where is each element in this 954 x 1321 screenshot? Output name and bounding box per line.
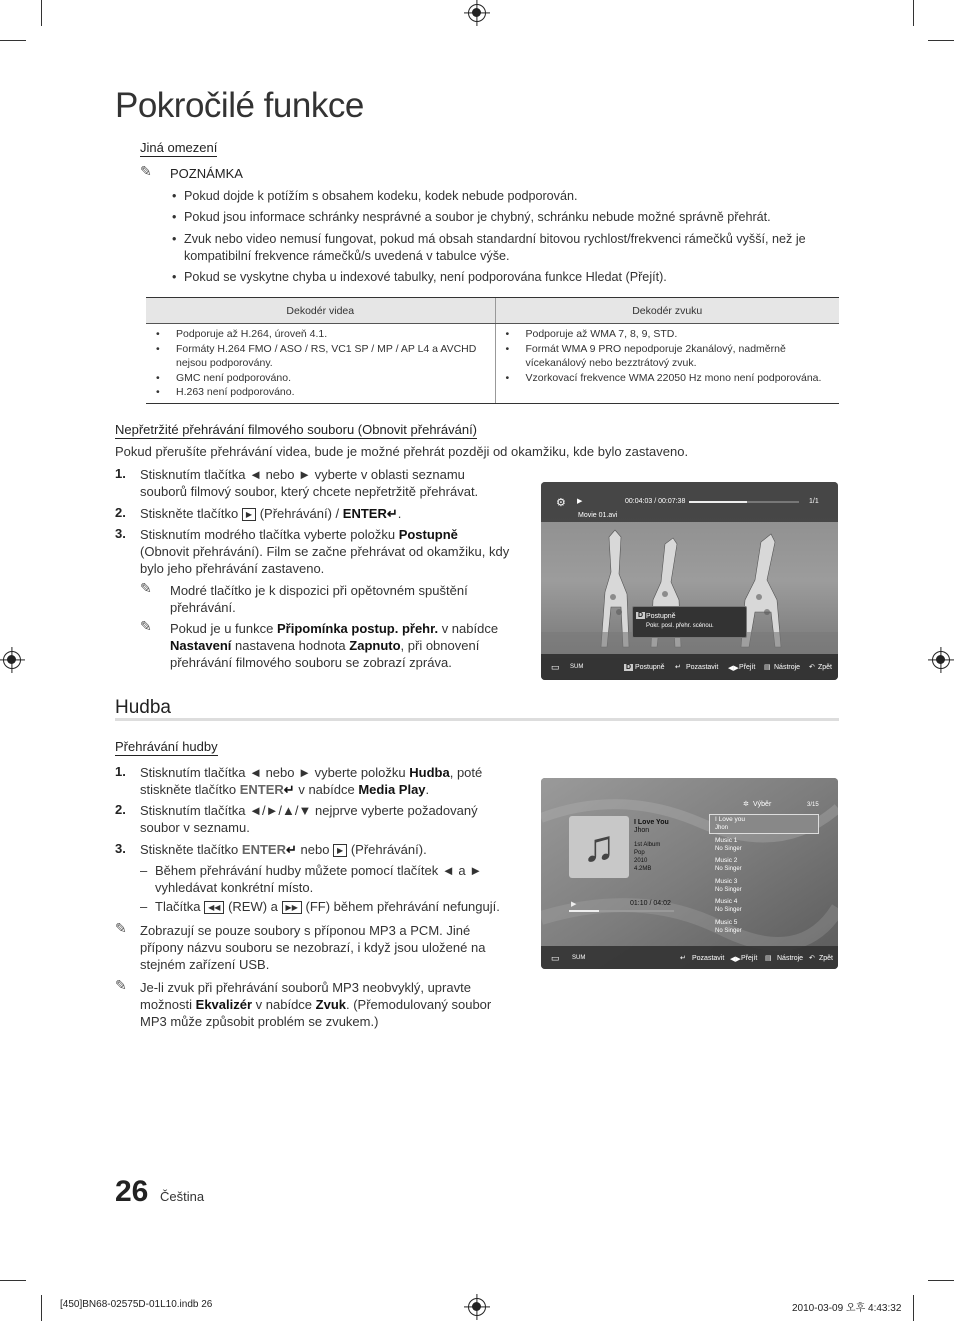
list-item: • Podporuje až H.264, úroveň 4.1.	[176, 327, 487, 342]
sum-label: SUM	[572, 955, 586, 961]
registration-mark-icon	[468, 4, 486, 22]
crop-mark	[41, 0, 42, 26]
list-item: • GMC není podporováno.	[176, 371, 487, 386]
bar-back: Zpět	[819, 955, 834, 962]
crop-mark	[0, 1280, 26, 1281]
list-item: • Podporuje až WMA 7, 8, 9, STD.	[526, 327, 832, 342]
step-number: 1.	[115, 764, 126, 779]
step-number: 3.	[115, 841, 126, 856]
step-number: 2.	[115, 802, 126, 817]
dash-marker: –	[140, 863, 148, 878]
video-counter: 1/1	[809, 498, 819, 505]
music-dash-1: Během přehrávání hudby můžete pomocí tlačítek ◄ a ► vyhledávat konkrétní místo.	[155, 863, 483, 895]
playlist-item[interactable]	[715, 898, 742, 914]
bar-pause: Pozastavit	[686, 664, 719, 671]
crop-mark	[913, 1295, 914, 1321]
limits-bullet: • Zvuk nebo video nemusí fungovat, pokud má obsah standardní bitovou rychlost/frekvenci rámečků vyšší, než je kompatibilní frekvence rámečků/s uvedená v tabulce výše.	[184, 231, 839, 265]
playlist-item[interactable]	[715, 919, 742, 935]
song-genre: Pop	[634, 850, 645, 856]
video-filename: Movie 01.avi	[578, 512, 618, 519]
remote-icon: ▭	[551, 953, 560, 963]
playlist-item-artist: No Singer	[715, 866, 742, 872]
page-title: Pokročilé funkce	[115, 86, 364, 125]
playlist-item[interactable]	[715, 878, 742, 894]
song-year: 2010	[634, 858, 648, 864]
resume-step-3: Stisknutím modrého tlačítka vyberte položku Postupně (Obnovit přehrávání). Film se začne přehrávat od okamžiku, kdy bylo jeho přehrávání zastaveno.	[140, 527, 510, 576]
note-pencil-icon: ✎	[115, 977, 127, 993]
registration-mark-icon	[468, 1298, 486, 1316]
select-label: Výběr	[753, 801, 772, 808]
crop-mark	[0, 40, 26, 41]
bar-d-key: D	[626, 664, 632, 671]
playlist-item-title: I Love you	[715, 816, 745, 823]
bar-back: Zpět	[818, 664, 833, 671]
resume-popup	[632, 606, 747, 638]
resume-heading: Nepřetržité přehrávání filmového souboru (Obnovit přehrávání)	[115, 422, 478, 437]
tools-icon: ▤	[765, 955, 772, 962]
enter-key-icon: ↵	[283, 782, 295, 797]
arrows-icon: ◀▶	[728, 665, 739, 672]
bar-tools: Nástroje	[777, 955, 804, 962]
song-title: I Love You	[634, 819, 669, 826]
music-section-heading: Hudba	[115, 697, 171, 718]
song-size: 4.2MB	[634, 866, 652, 872]
resume-step-2: Stiskněte tlačítko ▶ (Přehrávání) / ENTER↵.	[140, 506, 402, 521]
footer-file: [450]BN68-02575D-01L10.indb 26	[60, 1299, 213, 1310]
popup-text: Pokr. posl. přehr. scénou.	[646, 623, 714, 629]
select-icon: ✲	[743, 801, 749, 808]
playlist-item-title: Music 3	[715, 877, 738, 885]
playlist-item[interactable]	[715, 837, 742, 853]
crop-mark	[928, 40, 954, 41]
video-progress-fill	[689, 501, 747, 503]
note-pencil-icon: ✎	[140, 580, 152, 596]
video-player-screenshot	[541, 482, 838, 680]
arrows-icon: ◀▶	[730, 956, 741, 963]
playlist-item-title: Music 1	[715, 836, 738, 844]
playlist-item-artist: No Singer	[715, 845, 742, 852]
album-art-music-note-icon: ♫	[569, 816, 629, 878]
video-time: 00:04:03 / 00:07:38	[625, 498, 686, 505]
step-number: 1.	[115, 466, 126, 481]
music-progress-track	[569, 910, 674, 912]
note-pencil-icon: ✎	[115, 920, 127, 936]
video-decoder-header: Dekodér videa	[146, 298, 495, 324]
crop-mark	[928, 1280, 954, 1281]
resume-step-1: Stisknutím tlačítka ◄ nebo ► vyberte v oblasti seznamu souborů filmový soubor, který chcete nepřetržitě přehrávat.	[140, 467, 479, 499]
language-label: Čeština	[160, 1189, 205, 1204]
enter-key-icon: ↵	[386, 506, 398, 521]
audio-decoder-header: Dekodér zvuku	[495, 298, 839, 324]
note-pencil-icon: ✎	[140, 163, 152, 179]
music-step-2: Stisknutím tlačítka ◄/►/▲/▼ nejprve vyberte požadovaný soubor v seznamu.	[140, 803, 478, 835]
music-step-3: Stiskněte tlačítko ENTER↵ nebo ▶ (Přehrávání).	[140, 842, 427, 857]
song-artist: Jhon	[634, 827, 650, 834]
video-progress-track	[689, 501, 799, 503]
return-icon: ↶	[809, 955, 815, 962]
limits-bullet: • Pokud dojde k potížím s obsahem kodeku, kodek nebude podporován.	[184, 188, 834, 205]
playlist-item-title: Music 2	[715, 857, 738, 864]
dash-marker: –	[140, 899, 148, 914]
bar-jump: Přejít	[741, 955, 758, 962]
enter-key-icon: ↵	[675, 664, 681, 671]
playlist-item[interactable]	[715, 857, 742, 873]
play-key-icon: ▶	[333, 844, 347, 857]
resume-intro: Pokud přerušíte přehrávání videa, bude je možné přehrát později od okamžiku, kde bylo zastaveno.	[115, 444, 689, 459]
note-pencil-icon: ✎	[140, 618, 152, 634]
playlist-item-title: Music 4	[715, 898, 738, 905]
step-number: 3.	[115, 526, 126, 541]
rewind-key-icon: ◀◀	[204, 901, 224, 914]
popup-d-key: D	[638, 612, 644, 619]
enter-key-icon: ↵	[680, 955, 686, 962]
play-state-icon: ▶	[577, 498, 583, 505]
song-album: 1st Album	[634, 842, 661, 848]
music-dash-2: Tlačítka ◀◀ (REW) a ▶▶ (FF) během přehrávání nefungují.	[155, 899, 500, 914]
resume-note-1: Modré tlačítko je k dispozici při opětovném spuštění přehrávání.	[170, 583, 468, 615]
music-player-screenshot	[541, 778, 838, 969]
step-number: 2.	[115, 505, 126, 520]
list-item: • Vzorkovací frekvence WMA 22050 Hz mono není podporována.	[526, 371, 832, 386]
codec-table	[146, 297, 839, 404]
music-note-1: Zobrazují se pouze soubory s příponou MP3 a PCM. Jiné přípony názvu souboru se nezobrazí, i když jsou uložené na stejném zařízení USB.	[140, 923, 486, 972]
crop-mark	[913, 0, 914, 26]
bar-pause: Pozastavit	[692, 955, 725, 962]
list-item: • Formáty H.264 FMO / ASO / RS, VC1 SP / MP / AP L4 a AVCHD nejsou podporovány.	[176, 342, 487, 371]
return-icon: ↶	[809, 664, 815, 671]
music-step-1: Stisknutím tlačítka ◄ nebo ► vyberte položku Hudba, poté stiskněte tlačítko ENTER↵ v nabídce Media Play.	[140, 765, 483, 797]
note-label: POZNÁMKA	[170, 166, 243, 181]
music-subheading: Přehrávání hudby	[115, 739, 218, 754]
section-divider	[115, 718, 839, 721]
bar-resume: Postupně	[635, 664, 665, 671]
play-key-icon: ▶	[242, 508, 256, 521]
playlist-item[interactable]	[715, 816, 745, 832]
video-decoder-cell	[146, 324, 495, 404]
playlist-item-title: Music 5	[715, 918, 738, 926]
registration-mark-icon	[3, 651, 21, 669]
list-item: • Formát WMA 9 PRO nepodporuje 2kanálový, nadměrně vícekanálový nebo bezztrátový zvuk.	[526, 342, 832, 371]
fast-forward-key-icon: ▶▶	[282, 901, 302, 914]
registration-mark-icon	[932, 651, 950, 669]
media-icon: ⚙	[556, 497, 566, 509]
sum-label: SUM	[570, 664, 584, 670]
playlist-item-artist: No Singer	[715, 927, 742, 934]
popup-title: Postupně	[646, 613, 676, 620]
tools-icon: ▤	[764, 664, 771, 671]
limits-heading: Jiná omezení	[140, 140, 218, 155]
list-item: • H.263 není podporováno.	[176, 385, 487, 400]
footer-date: 2010-03-09 오후 4:43:32	[792, 1303, 902, 1314]
play-state-icon: ▶	[571, 901, 577, 908]
bar-tools: Nástroje	[774, 664, 801, 671]
track-counter: 3/15	[807, 802, 819, 808]
music-progress-fill	[569, 910, 599, 912]
song-time: 01:10 / 04:02	[630, 900, 671, 907]
limits-bullet: • Pokud se vyskytne chyba u indexové tabulky, není podporována funkce Hledat (Přejít).	[184, 269, 834, 286]
playlist-item-artist: No Singer	[715, 907, 742, 913]
page-number: 26	[115, 1175, 149, 1208]
playlist-item-artist: No Singer	[715, 886, 742, 893]
crop-mark	[41, 1295, 42, 1321]
audio-decoder-cell	[495, 324, 839, 404]
playlist-item-artist: Jhon	[715, 825, 729, 831]
remote-icon: ▭	[551, 662, 560, 672]
bar-jump: Přejít	[739, 664, 756, 671]
limits-bullet: • Pokud jsou informace schránky nesprávné a soubor je chybný, schránku nebude možné správně přehrát.	[184, 209, 834, 226]
resume-note-2: Pokud je u funkce Připomínka postup. přehr. v nabídce Nastavení nastavena hodnota Zapnuto, při obnovení přehrávání filmového souboru se zobrazí zpráva.	[170, 621, 499, 670]
music-note-2: Je-li zvuk při přehrávání souborů MP3 neobvyklý, upravte možnosti Ekvalizér v nabídce Zvuk. (Přemodulovaný soubor MP3 může způsobit problém se zvukem.)	[140, 980, 492, 1029]
enter-key-icon: ↵	[285, 842, 297, 857]
